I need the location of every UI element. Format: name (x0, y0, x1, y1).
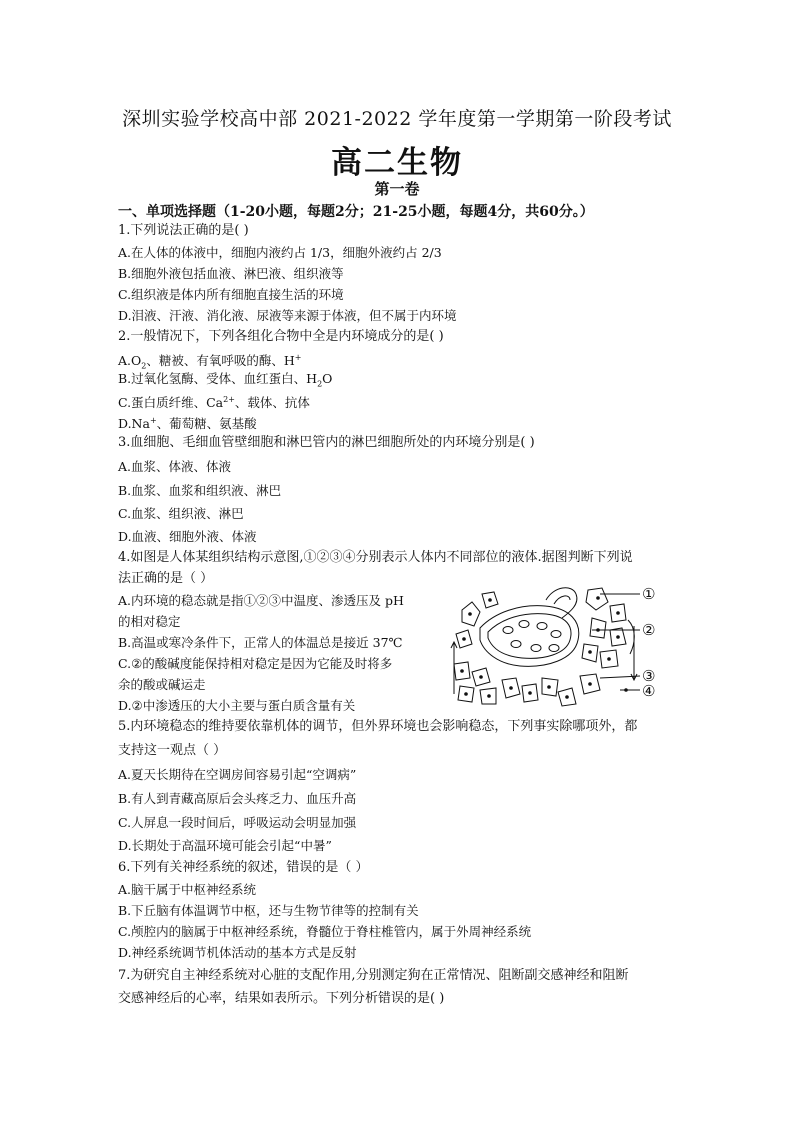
question-7-stem-line2: 交感神经后的心率，结果如表所示。下列分析错误的是( ) (118, 991, 445, 1006)
question-2-option-b: B.过氧化氢酶、受体、血红蛋白、$H_2O$ (118, 371, 333, 389)
volume-label: 第一卷 (374, 180, 420, 198)
blood-capillary (480, 606, 579, 667)
question-7-stem-line1: 7.为研究自主神经系统对心脏的支配作用,分别测定狗在正常情况、阻断副交感神经和阻断 (118, 968, 629, 983)
question-1-option-a: A.在人体的体液中，细胞内液约占 1/3，细胞外液约占 2/3 (118, 245, 442, 260)
section-heading: 一、单项选择题（1-20小题，每题2分；21-25小题，每题4分，共60分。） (118, 204, 594, 220)
diagram-label-3: ③ (642, 667, 656, 685)
diagram-label-4: ④ (642, 682, 656, 700)
question-5-stem-line1: 5.内环境稳态的维持要依靠机体的调节，但外界环境也会影响稳态，下列事实除哪项外，都 (118, 719, 638, 734)
exam-title: 深圳实验学校高中部 2021-2022 学年度第一学期第一阶段考试 (122, 108, 672, 130)
question-4-option-b: B.高温或寒冷条件下，正常人的体温总是接近 37℃ (118, 635, 403, 650)
question-4-option-d: D.②中渗透压的大小主要与蛋白质含量有关 (118, 698, 356, 713)
question-6-option-b: B.下丘脑有体温调节中枢，还与生物节律等的控制有关 (118, 903, 419, 918)
question-3-option-b: B.血浆、血浆和组织液、淋巴 (118, 483, 282, 498)
question-1-option-d: D.泪液、汗液、消化液、尿液等来源于体液，但不属于内环境 (118, 308, 457, 323)
subject-title: 高二生物 (331, 145, 463, 181)
question-1-option-b: B.细胞外液包括血液、淋巴液、组织液等 (118, 266, 344, 281)
question-3-stem: 3.血细胞、毛细血管壁细胞和淋巴管内的淋巴细胞所处的内环境分别是( ) (118, 435, 535, 450)
question-3-option-d: D.血液、细胞外液、体液 (118, 529, 257, 544)
question-5-stem-line2: 支持这一观点（ ） (118, 743, 227, 758)
question-6-option-a: A.脑干属于中枢神经系统 (118, 882, 257, 897)
question-6-stem: 6.下列有关神经系统的叙述，错误的是（ ） (118, 860, 369, 875)
lymph-vessel (546, 588, 577, 618)
question-4-stem-line1: 4.如图是人体某组织结构示意图,①②③④分别表示人体内不同部位的液体.据图判断下列说 (118, 550, 633, 565)
question-2-option-a: $A.O_2$、糖被、有氧呼吸的酶、H+ (118, 353, 302, 371)
question-1-option-c: C.组织液是体内所有细胞直接生活的环境 (118, 287, 344, 302)
tissue-structure-diagram (450, 582, 665, 712)
question-4-option-a-line1: A.内环境的稳态就是指①②③中温度、渗透压及 pH (118, 593, 404, 608)
question-4-option-a-line2: 的相对稳定 (118, 614, 181, 629)
question-5-option-d: D.长期处于高温环境可能会引起“中暑” (118, 838, 332, 853)
question-5-option-a: A.夏天长期待在空调房间容易引起“空调病” (118, 767, 357, 782)
question-2-option-c: C.蛋白质纤维、$Ca^{2+}$、载体、抗体 (118, 395, 310, 411)
question-6-option-d: D.神经系统调节机体活动的基本方式是反射 (118, 945, 357, 960)
flow-arrow-left (451, 642, 457, 694)
question-3-option-a: A.血浆、体液、体液 (118, 459, 232, 474)
question-1-stem: 1.下列说法正确的是( ) (118, 223, 249, 238)
question-5-option-c: C.人屏息一段时间后，呼吸运动会明显加强 (118, 815, 357, 830)
question-3-option-c: C.血浆、组织液、淋巴 (118, 506, 244, 521)
tissue-cell (590, 618, 606, 638)
question-2-stem: 2.一般情况下，下列各组化合物中全是内环境成分的是( ) (118, 329, 444, 344)
question-4-option-c-line2: 余的酸或碱运走 (118, 677, 206, 692)
diagram-label-1: ① (642, 585, 656, 603)
question-4-stem-line2: 法正确的是（ ） (118, 571, 214, 586)
diagram-label-2: ② (642, 621, 656, 639)
question-2-option-d: D.Na+、葡萄糖、氨基酸 (118, 416, 257, 432)
question-5-option-b: B.有人到青藏高原后会头疼乏力、血压升高 (118, 791, 357, 806)
question-6-option-c: C.颅腔内的脑属于中枢神经系统，脊髓位于脊柱椎管内，属于外周神经系统 (118, 924, 532, 939)
question-4-option-c-line1: C.②的酸碱度能保持相对稳定是因为它能及时将多 (118, 656, 393, 671)
